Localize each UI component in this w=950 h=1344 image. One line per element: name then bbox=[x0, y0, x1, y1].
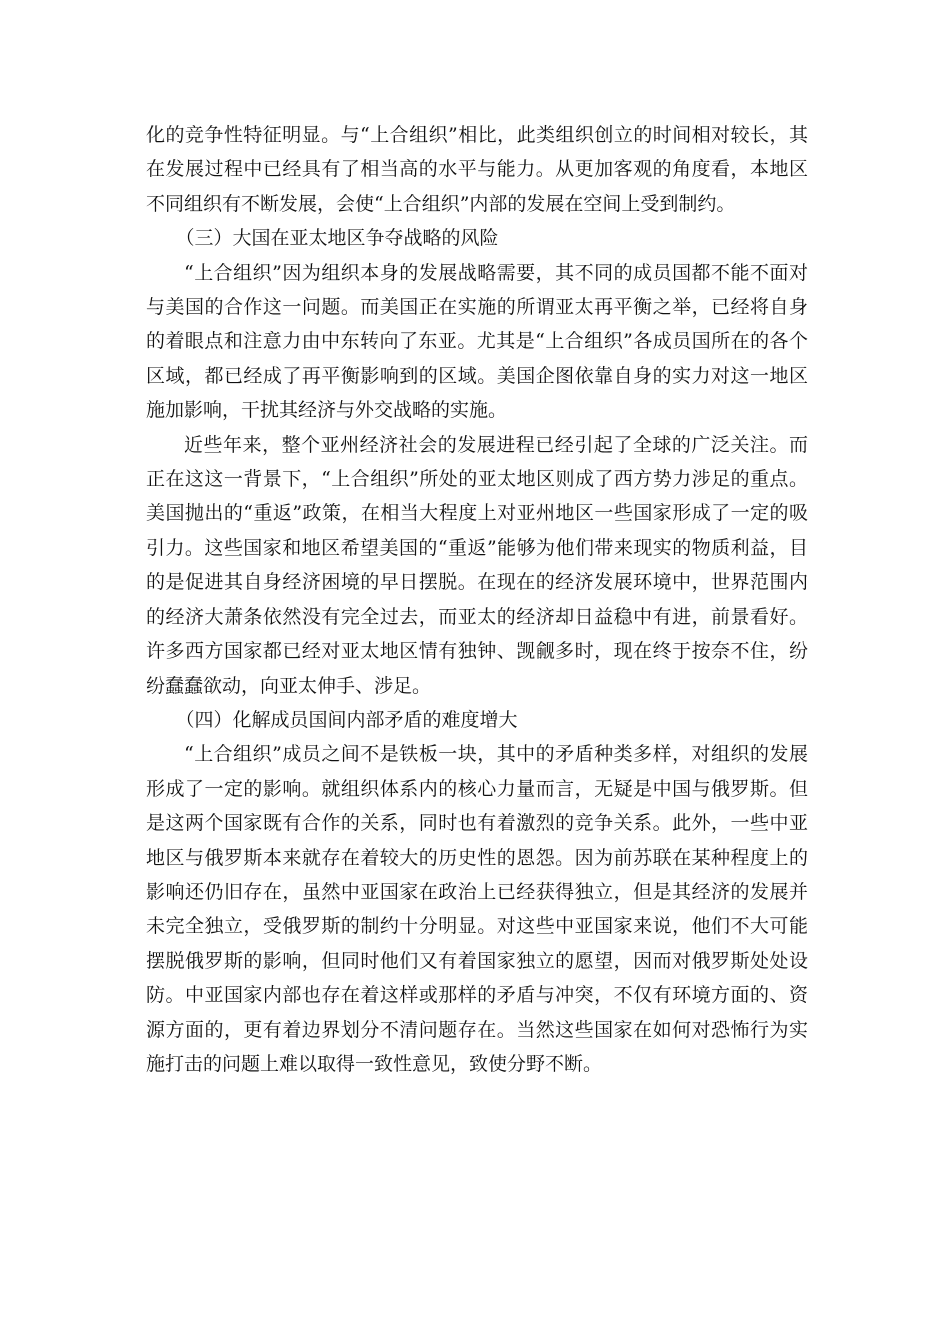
paragraph: “上合组织”成员之间不是铁板一块，其中的矛盾种类多样，对组织的发展形成了一定的影响。就组织体系内的核心力量而言，无疑是中国与俄罗斯。但是这两个国家既有合作的关系，同时也有着激烈的竞争关系。此外，一些中亚地区与俄罗斯本来就存在着较大的历史性的恩怨。因为前苏联在某种程度上的影响还仍旧存在，虽然中亚国家在政治上已经获得独立，但是其经济的发展并未完全独立，受俄罗斯的制约十分明显。对这些中亚国家来说，他们不大可能摆脱俄罗斯的影响，但同时他们又有着国家独立的愿望，因而对俄罗斯处处设防。中亚国家内部也存在着这样或那样的矛盾与冲突，不仅有环境方面的、资源方面的，更有着边界划分不清问题存在。当然这些国家在如何对恐怖行为实施打击的问题上难以取得一致性意见，致使分野不断。 bbox=[146, 743, 808, 1075]
paragraph-continuation: 化的竞争性特征明显。与“上合组织”相比，此类组织创立的时间相对较长，其在发展过程中已经具有了相当高的水平与能力。从更加客观的角度看，本地区不同组织有不断发展，会使“上合组织”内部的发展在空间上受到制约。 bbox=[146, 124, 808, 215]
paragraph: “上合组织”因为组织本身的发展战略需要，其不同的成员国都不能不面对与美国的合作这一问题。而美国正在实施的所谓亚太再平衡之举，已经将自身的着眼点和注意力由中东转向了东亚。尤其是“上合组织”各成员国所在的各个区域，都已经成了再平衡影响到的区域。美国企图依靠自身的实力对这一地区施加影响，干扰其经济与外交战略的实施。 bbox=[146, 261, 808, 422]
document-body bbox=[146, 118, 808, 1081]
section-heading-4: （四）化解成员国间内部矛盾的难度增大 bbox=[175, 708, 518, 731]
section-heading-3: （三）大国在亚太地区争夺战略的风险 bbox=[175, 227, 499, 250]
paragraph: 近些年来，整个亚州经济社会的发展进程已经引起了全球的广泛关注。而正在这这一背景下，“上合组织”所处的亚太地区则成了西方势力涉足的重点。美国抛出的“重返”政策，在相当大程度上对亚州地区一些国家形成了一定的吸引力。这些国家和地区希望美国的“重返”能够为他们带来现实的物质利益，目的是促进其自身经济困境的早日摆脱。在现在的经济发展环境中，世界范围内的经济大萧条依然没有完全过去，而亚太的经济却日益稳中有进，前景看好。许多西方国家都已经对亚太地区情有独钟、觊觎多时，现在终于按奈不住，纷纷蠢蠢欲动，向亚太伸手、涉足。 bbox=[146, 433, 808, 697]
